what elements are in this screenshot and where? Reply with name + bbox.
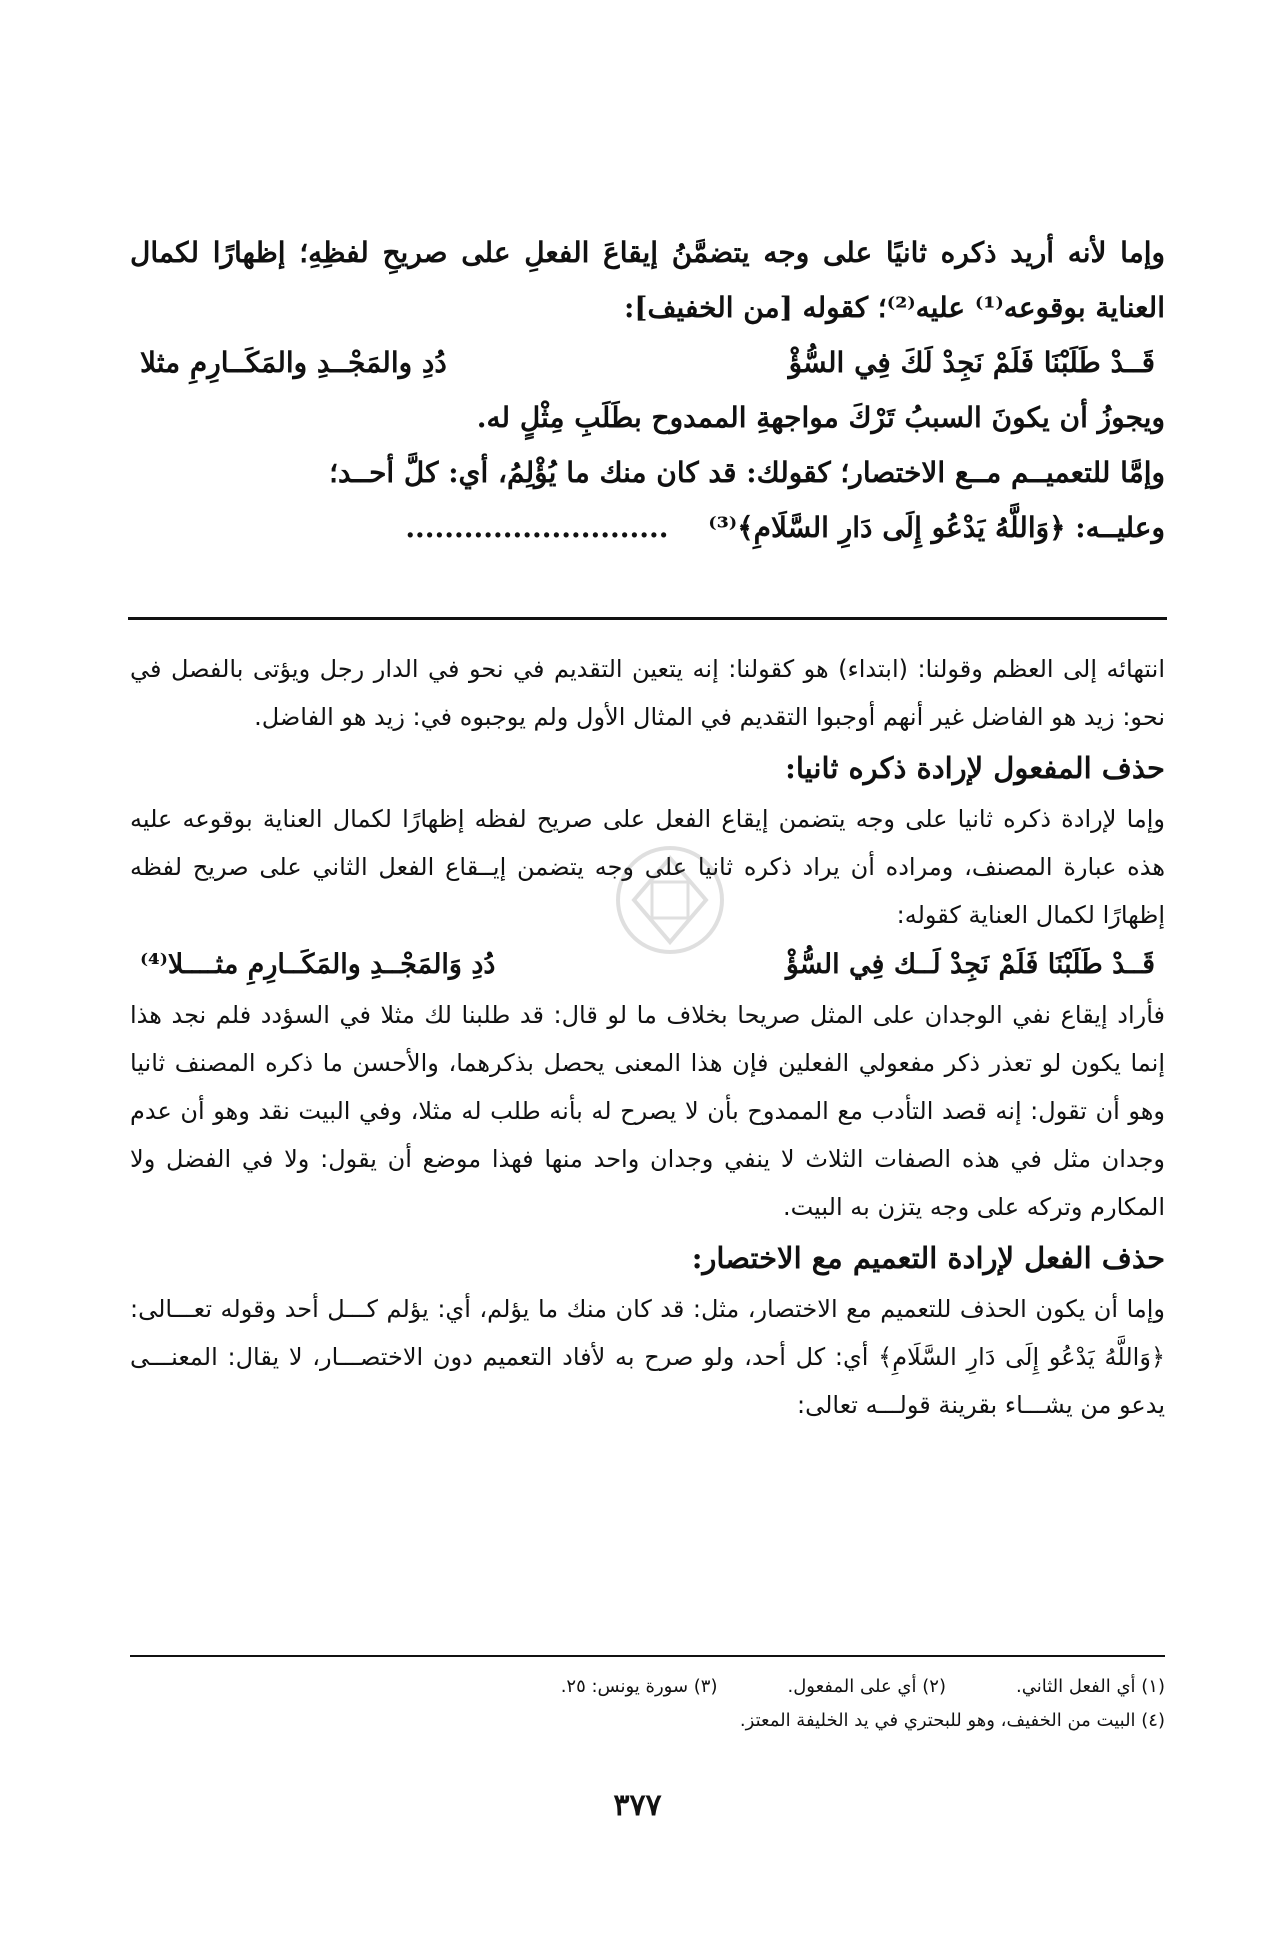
verse-first-hemistich: قَــدْ طَلَبْنَا فَلَمْ نَجِدْ لَكَ فِي السُّؤْ xyxy=(788,346,1155,379)
verse-second-hemistich: دُدِ وَالمَجْــدِ والمَكَــارِمِ مثــــلا⁽⁴⁾ xyxy=(140,949,496,980)
verse-first-hemistich: قَــدْ طَلَبْنَا فَلَمْ نَجِدْ لَــك فِي السُّؤْ xyxy=(785,949,1155,980)
footnote-divider xyxy=(130,1655,1165,1657)
section-heading-1: حذف المفعول لإرادة ذكره ثانيا: xyxy=(785,751,1165,785)
sharh-paragraph-4: وإما أن يكون الحذف للتعميم مع الاختصار، مثل: قد كان منك ما يؤلم، أي: يؤلم كـــل أحد وقوله تعـــالى: ﴿وَاللَّهُ يَدْعُو إِلَى دَارِ السَّلَامِ﴾ أي: كل أحد، ولو صرح به لأفاد التعميم دون الاختصـــار، لا يقال: المعنـــى يدعو من يشـــاء بقرينة قولـــه تعالى: xyxy=(130,1295,1165,1419)
matn-paragraph-3: وإمَّا للتعميــم مــع الاختصار؛ كقولك: قد كان منك ما يُؤْلِمُ، أي: كلَّ أحــد؛ xyxy=(329,456,1165,489)
main-text xyxy=(130,225,1165,555)
sharh-paragraph-3: فأراد إيقاع نفي الوجدان على المثل صريحا بخلاف ما لو قال: قد طلبنا لك مثلا في السؤدد فلم نجد هذا إنما يكون لو تعذر ذكر مفعولي الفعلين فإن هذا المعنى يحصل بذكرهما، والأحسن ما ذكره المصنف ثانيا وهو أن تقول: إنه قصد التأدب مع الممدوح بأن لا يصرح له بأنه طلب له مثلا، وفي البيت نقد وهو أن عدم وجدان مثل في هذه الصفات الثلاث لا ينفي وجدان واحد منها فهذا موضع أن يقول: ولا في الفضل ولا المكارم وتركه على وجه يتزن به البيت. xyxy=(130,1001,1165,1221)
matn-paragraph-2: ويجوزُ أن يكونَ السببُ تَرْكَ مواجهةِ الممدوح بطَلَبِ مِثْلٍ له. xyxy=(476,401,1165,434)
section-divider xyxy=(128,617,1167,620)
footnotes xyxy=(130,1670,1165,1738)
matn-paragraph-4 xyxy=(130,500,1165,555)
page-number: ٣٧٧ xyxy=(613,1788,662,1823)
matn-verse xyxy=(140,335,1155,390)
section-heading-2: حذف الفعل لإرادة التعميم مع الاختصار: xyxy=(691,1241,1165,1275)
library-watermark-icon xyxy=(610,840,730,960)
footnote-3: (٣) سورة يونس: ٢٥. xyxy=(560,1676,718,1697)
matn-paragraph-1: وإما لأنه أريد ذكره ثانيًا على وجه يتضمَّنُ إيقاعَ الفعلِ على صريحِ لفظِهِ؛ إظهارًا لكمال العناية بوقوعه⁽¹⁾ عليه⁽²⁾؛ كقوله [من الخفيف]: xyxy=(130,236,1165,324)
commentary-text xyxy=(130,645,1165,1429)
matn-quran-quote: وعليــه: ﴿وَاللَّهُ يَدْعُو إِلَى دَارِ السَّلَامِ﴾⁽³⁾ xyxy=(708,511,1165,544)
footnote-2: (٢) أي على المفعول. xyxy=(787,1676,946,1697)
footnote-4: (٤) البيت من الخفيف، وهو للبحتري في يد الخليفة المعتز. xyxy=(739,1710,1165,1731)
sharh-paragraph-2: وإما لإرادة ذكره ثانيا على وجه يتضمن إيقاع الفعل على صريح لفظه إظهارًا لكمال العناية بوقوعه عليه هذه عبارة المصنف، ومراده أن يراد ذكره ثانيا على وجه يتضمن إيــقاع الفعل الثاني على صريح لفظه إظهارًا لكمال العناية كقوله: xyxy=(130,805,1165,929)
continuation-dots: ........................... xyxy=(405,511,669,544)
sharh-paragraph-1: انتهائه إلى العظم وقولنا: (ابتداء) هو كقولنا: إنه يتعين التقديم في نحو في الدار رجل ويؤتى بالفصل في نحو: زيد هو الفاضل غير أنهم أوجبوا التقديم في المثال الأول ولم يوجبوه في: زيد هو الفاضل. xyxy=(130,655,1165,731)
verse-second-hemistich: دُدِ والمَجْــدِ والمَكَــارِمِ مثلا xyxy=(140,346,447,379)
footnote-1: (١) أي الفعل الثاني. xyxy=(1015,1676,1165,1697)
footnote-row-1 xyxy=(130,1670,1165,1704)
